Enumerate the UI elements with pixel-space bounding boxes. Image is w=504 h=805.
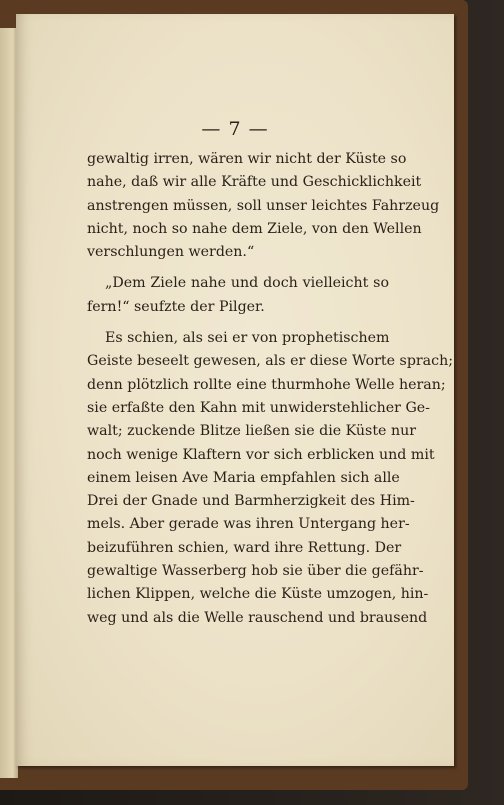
- text-line: noch wenige Klaftern vor sich erblicken und mit: [87, 446, 435, 463]
- text-line: nahe, daß wir alle Kräfte und Geschicklichkeit: [87, 174, 422, 191]
- text-line: walt; zuckende Blitze ließen sie die Küste nur: [87, 423, 417, 440]
- paragraph-gap: [87, 264, 389, 272]
- text-line: verschlungen werden.“: [87, 244, 255, 261]
- text-line: Geiste beseelt gewesen, als er diese Worte sprach;: [87, 353, 453, 370]
- text-line: denn plötzlich rollte eine thurmhohe Welle heran;: [87, 376, 446, 393]
- text-line: sie erfaßte den Kahn mit unwiderstehlicher Ge-: [87, 399, 430, 416]
- text-line: lichen Klippen, welche die Küste umzogen, hin-: [87, 586, 429, 603]
- text-line: anstrengen müssen, soll unser leichtes Fahrzeug: [87, 197, 440, 214]
- text-line: mels. Aber gerade was ihren Untergang her-: [87, 516, 410, 533]
- text-line: fern!“ seufzte der Pilger.: [87, 298, 265, 315]
- text-line: gewaltig irren, wären wir nicht der Küste so: [87, 151, 407, 167]
- paragraph-gap: [87, 319, 389, 327]
- text-line: „Dem Ziele nahe und doch vielleicht so: [105, 275, 389, 292]
- text-line: einem leisen Ave Maria empfahlen sich alle: [87, 469, 400, 486]
- text-line: Es schien, als sei er von prophetischem: [105, 330, 390, 347]
- text-line: gewaltige Wasserberg hob sie über die gefähr-: [87, 563, 424, 580]
- page-body-text: [87, 148, 453, 630]
- text-line: weg und als die Welle rauschend und brausend: [87, 609, 428, 626]
- page-number: — 7 —: [201, 118, 269, 140]
- book-page: [16, 14, 454, 766]
- text-line: nicht, noch so nahe dem Ziele, von den Wellen: [87, 220, 422, 237]
- text-line: beizuführen schien, ward ihre Rettung. Der: [87, 539, 402, 556]
- text-line: Drei der Gnade und Barmherzigkeit des Him-: [87, 493, 415, 510]
